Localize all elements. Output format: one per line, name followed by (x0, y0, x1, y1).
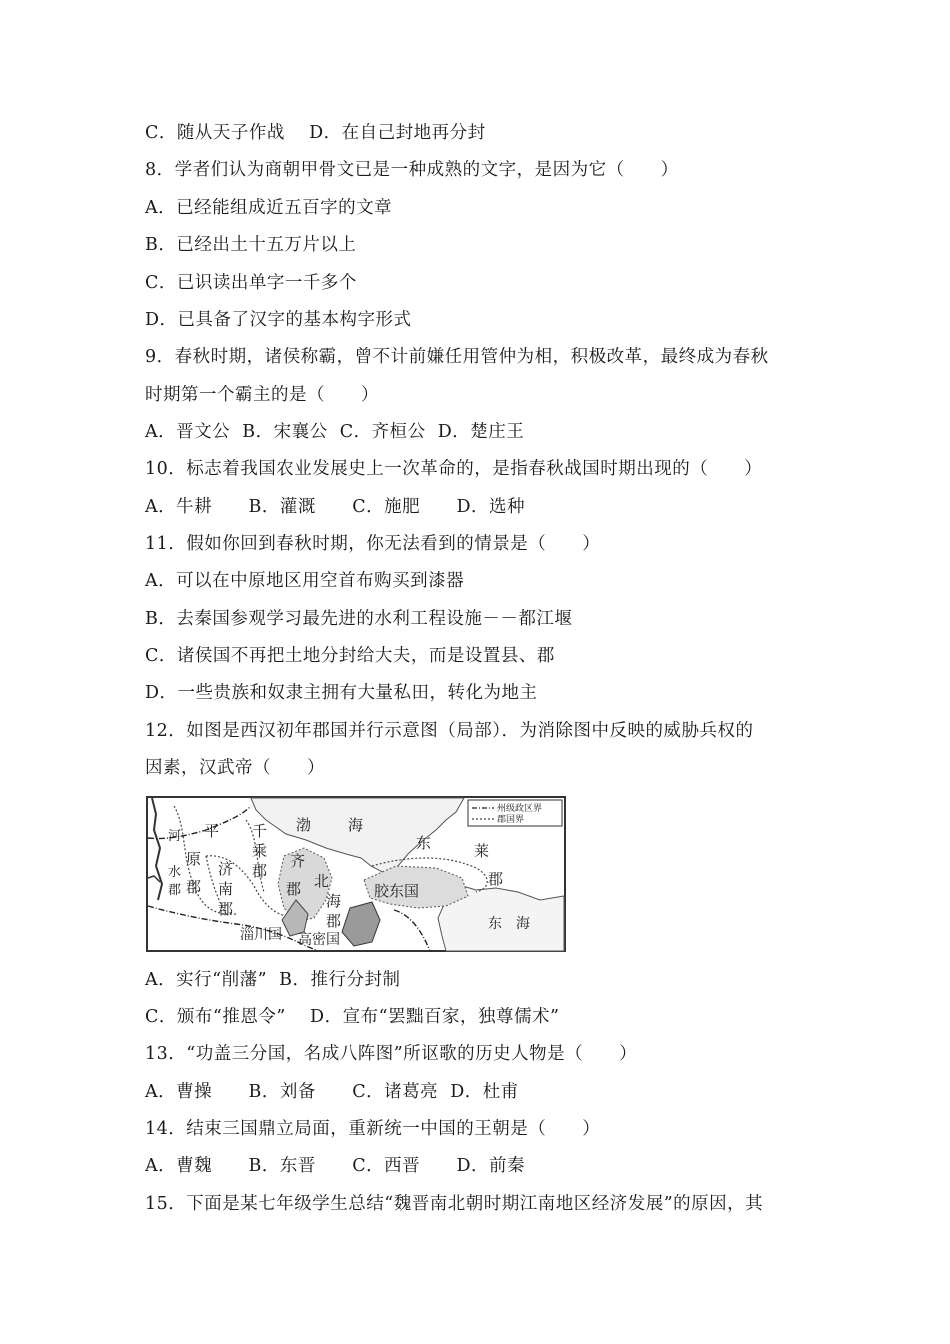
text-line: B．去秦国参观学习最先进的水利工程设施－－都江堰 (145, 609, 573, 629)
text-line: 9．春秋时期，诸侯称霸，曾不计前嫌任用管仲为相，积极改革，最终成为春秋 (145, 347, 769, 367)
label-pingyuan: 郡 (186, 878, 202, 896)
label-qi: 郡 (286, 880, 302, 898)
text-line: A．晋文公 B．宋襄公 C．齐桓公 D．楚庄王 (145, 422, 525, 442)
legend-prefecture: 州级政区界 (497, 804, 543, 814)
label-donglai: 莱 (474, 842, 490, 860)
text-line: 8．学者们认为商朝甲骨文已是一种成熟的文字，是因为它（ ） (145, 160, 679, 180)
text-line: A．已经能组成近五百字的文章 (145, 198, 393, 218)
text-line: D．一些贵族和奴隶主拥有大量私田，转化为地主 (145, 683, 538, 703)
text-line: C．随从天子作战 D．在自己封地再分封 (145, 123, 486, 143)
label-qiancheng: 千 (252, 822, 268, 840)
label-donglai: 东 (416, 834, 432, 852)
text-line: A．曹魏 B．东晋 C．西晋 D．前秦 (145, 1156, 526, 1176)
label-qi: 齐 (290, 852, 306, 870)
label-bohai: 海 (348, 816, 364, 834)
western-han-map (146, 796, 566, 952)
text-line: A．实行“削藩” B．推行分封制 (145, 970, 401, 990)
text-line: 时期第一个霸主的是（ ） (145, 385, 379, 405)
label-jinan: 济 (218, 860, 234, 878)
legend-commandery: 郡国界 (497, 815, 525, 825)
text-line: 15．下面是某七年级学生总结“魏晋南北朝时期江南地区经济发展”的原因，其 (145, 1194, 764, 1214)
label-heshui: 水 (168, 865, 182, 880)
text-line: C．颁布“推恩令” D．宣布“罢黜百家，独尊儒术” (145, 1007, 560, 1027)
label-beihai: 郡 (326, 912, 342, 930)
text-line: 13．“功盖三分国，名成八阵图”所讴歌的历史人物是（ ） (145, 1044, 638, 1064)
label-heshui: 郡 (168, 883, 182, 898)
label-donghai: 东 海 (488, 916, 530, 932)
label-heshui: 河 (168, 829, 182, 844)
text-line: C．已识读出单字一千多个 (145, 273, 357, 293)
text-line: 11．假如你回到春秋时期，你无法看到的情景是（ ） (145, 534, 601, 554)
label-gaomi: 高密国 (298, 932, 340, 948)
label-qiancheng: 郡 (252, 862, 268, 880)
label-jinan: 南 (218, 880, 234, 898)
label-qiancheng: 乘 (252, 842, 268, 860)
label-bohai: 渤 (296, 816, 312, 834)
label-pingyuan: 平 (204, 822, 220, 840)
text-line: 因素，汉武帝（ ） (145, 758, 325, 778)
label-donglai: 郡 (488, 870, 504, 888)
text-line: 10．标志着我国农业发展史上一次革命的，是指春秋战国时期出现的（ ） (145, 459, 763, 479)
label-beihai: 海 (326, 892, 342, 910)
label-jinan: 郡 (218, 900, 234, 918)
label-pingyuan: 原 (186, 850, 202, 868)
label-beihai: 北 (314, 872, 330, 890)
text-line: C．诸侯国不再把土地分封给大夫，而是设置县、郡 (145, 646, 555, 666)
text-line: 14．结束三国鼎立局面，重新统一中国的王朝是（ ） (145, 1119, 601, 1139)
label-zichuan: 淄川国 (240, 927, 282, 943)
text-line: A．曹操 B．刘备 C．诸葛亮 D．杜甫 (145, 1082, 519, 1102)
text-line: 12．如图是西汉初年郡国并行示意图（局部）．为消除图中反映的威胁兵权的 (145, 721, 754, 741)
text-line: A．可以在中原地区用空首布购买到漆器 (145, 571, 465, 591)
text-line: D．已具备了汉字的基本构字形式 (145, 310, 412, 330)
text-line: A．牛耕 B．灌溉 C．施肥 D．选种 (145, 497, 526, 517)
label-jiaodong: 胶东国 (374, 882, 420, 900)
text-line: B．已经出土十五万片以上 (145, 235, 357, 255)
